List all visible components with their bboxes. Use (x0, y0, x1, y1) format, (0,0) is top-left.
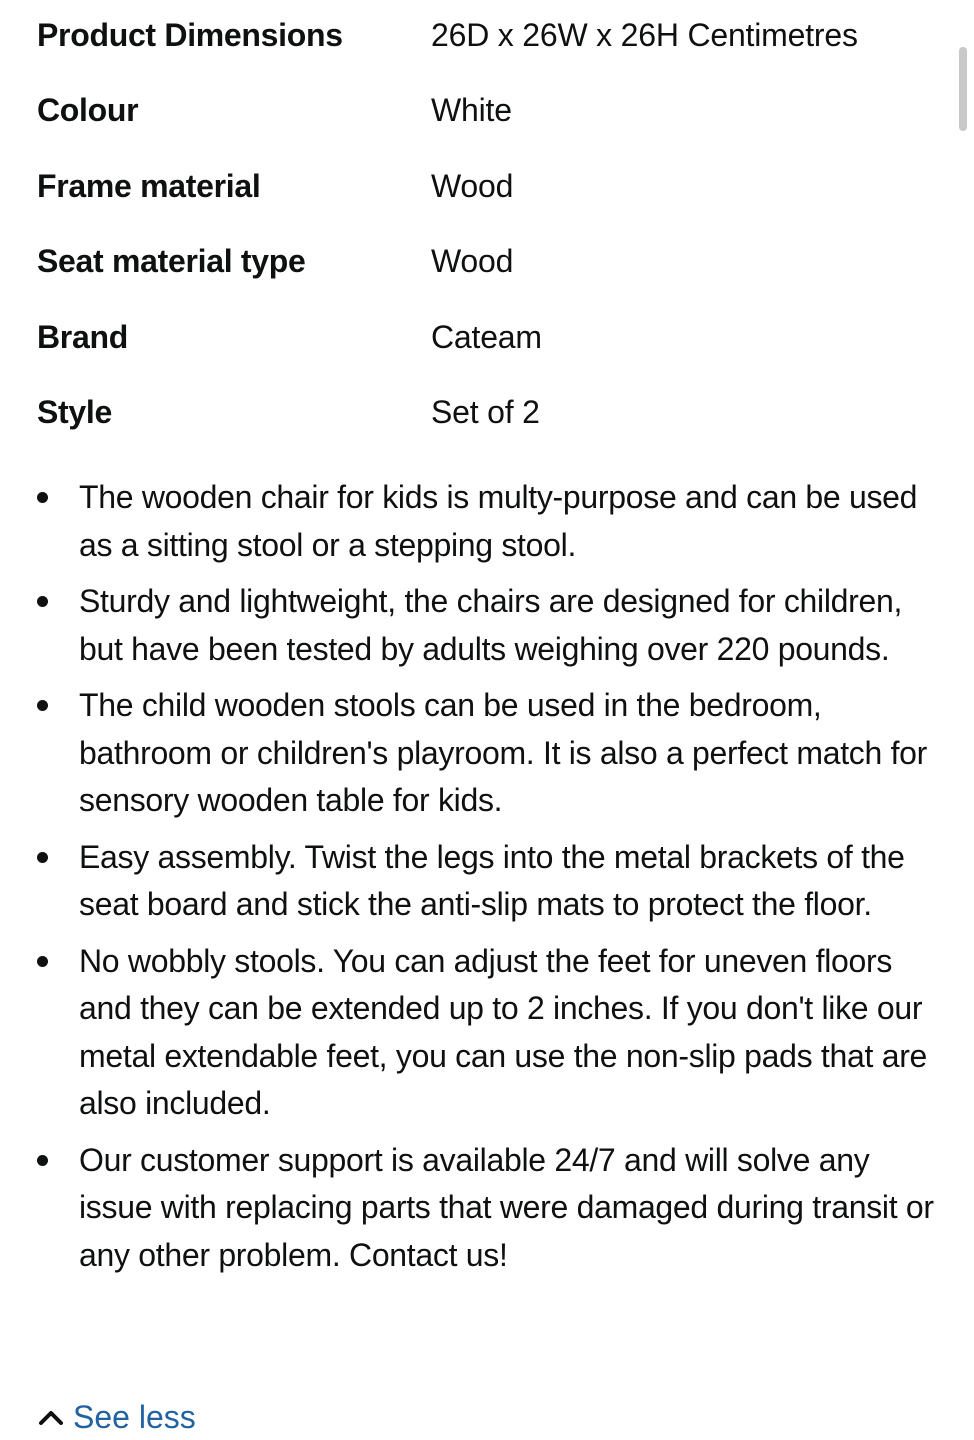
list-item (37, 682, 937, 825)
spec-label: Frame material (37, 167, 261, 204)
bullet-icon (37, 700, 48, 711)
spec-value: Wood (431, 243, 514, 280)
spec-value: White (431, 92, 512, 129)
bullet-text: Our customer support is available 24/7 and will solve any issue with replacing parts that were damaged during transit or any other problem. Contact us! (79, 1141, 934, 1273)
bullet-icon (37, 956, 48, 967)
bullet-icon (37, 852, 48, 863)
list-item (37, 578, 937, 673)
spec-label: Product Dimensions (37, 17, 343, 53)
spec-label: Style (37, 393, 112, 430)
bullet-text: The child wooden stools can be used in the bedroom, bathroom or children's playroom. It is also a perfect match for sensory wooden table for kids. (79, 687, 928, 818)
bullet-text: Easy assembly. Twist the legs into the metal brackets of the seat board and stick the anti-slip mats to protect the floor. (79, 838, 905, 922)
bullet-icon (37, 596, 48, 607)
spec-row (37, 165, 937, 240)
see-less-button[interactable] (37, 1396, 196, 1438)
scrollbar[interactable] (959, 47, 967, 131)
chevron-up-icon (37, 1407, 65, 1427)
bullet-text: The wooden chair for kids is multy-purpose and can be used as a sitting stool or a stepping stool. (79, 479, 918, 563)
spec-row (37, 89, 937, 164)
list-item (37, 1137, 937, 1280)
see-less-label: See less (73, 1399, 196, 1435)
spec-value: Set of 2 (431, 393, 540, 430)
bullet-text: Sturdy and lightweight, the chairs are designed for children, but have been tested by adults weighing over 220 pounds. (79, 583, 903, 667)
list-item (37, 938, 937, 1128)
bullet-text: No wobbly stools. You can adjust the feet for uneven floors and they can be extended up to 2 inches. If you don't like our metal extendable feet, you can use the non-slip pads that are also included. (79, 942, 928, 1121)
spec-value: Wood (431, 167, 514, 204)
spec-row (37, 240, 937, 315)
bullet-icon (37, 492, 48, 503)
spec-row (37, 391, 937, 466)
list-item (37, 474, 937, 569)
feature-bullets (37, 474, 937, 1288)
spec-label: Seat material type (37, 243, 306, 280)
spec-label: Colour (37, 92, 139, 129)
bullet-icon (37, 1155, 48, 1166)
spec-value: 26D x 26W x 26H Centimetres (431, 17, 858, 53)
spec-label: Brand (37, 318, 128, 355)
list-item (37, 834, 937, 929)
spec-row (37, 14, 937, 89)
spec-row (37, 316, 937, 391)
spec-value: Cateam (431, 318, 542, 355)
product-specs-table (37, 14, 937, 466)
